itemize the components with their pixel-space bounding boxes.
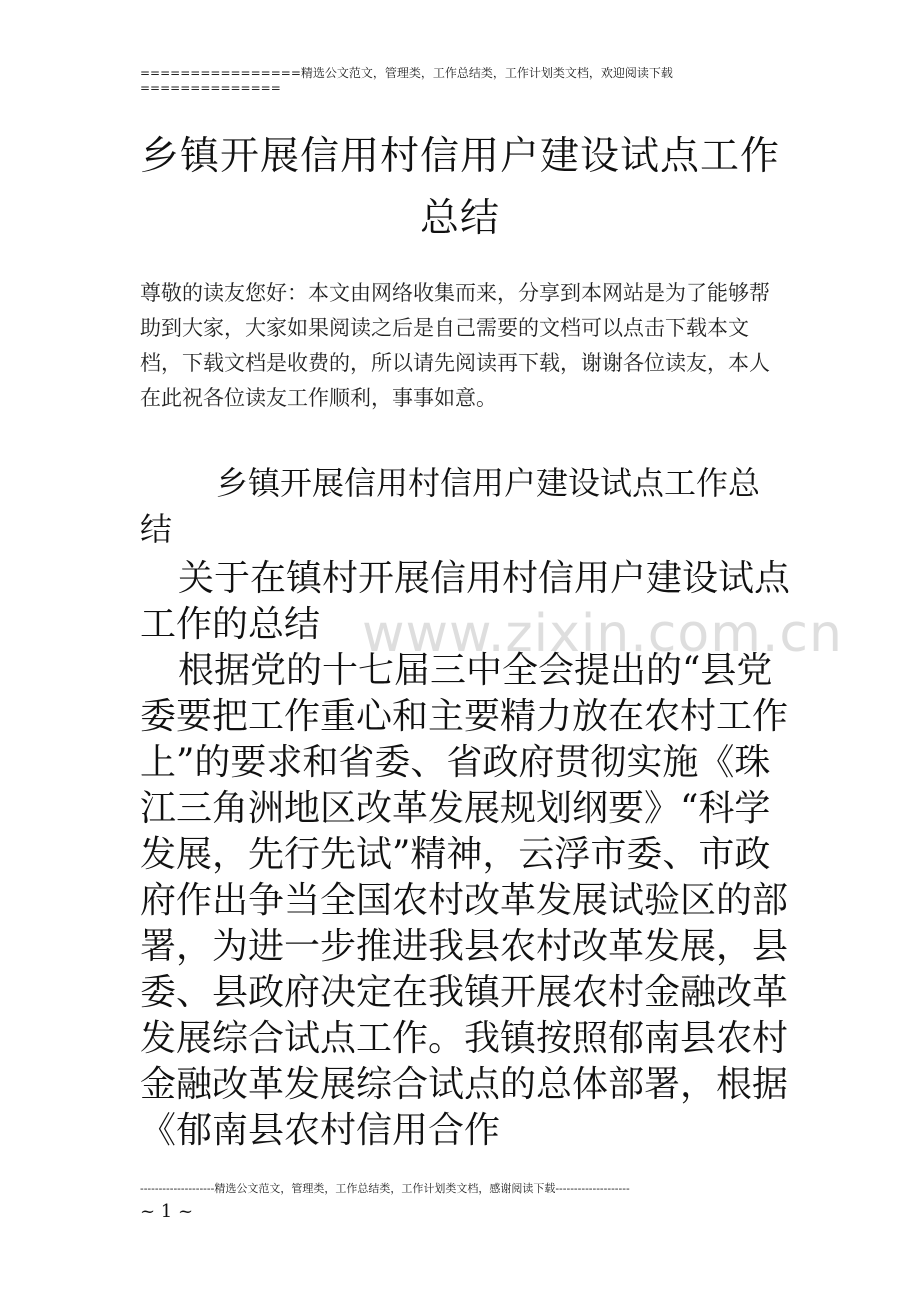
header-banner-continuation: ==============	[140, 81, 281, 95]
reader-notice: 尊敬的读友您好：本文由网络收集而来，分享到本网站是为了能够帮助到大家，大家如果阅读之后是自己需要的文档可以点击下载本文档，下载文档是收费的，所以请先阅读再下载，谢谢各位读友，本人在此祝各位读友工作顺利，事事如意。	[140, 281, 770, 410]
document-title: 乡镇开展信用村信用户建设试点工作总结	[140, 134, 781, 241]
page-number: ~ 1 ~	[140, 1201, 194, 1222]
body-paragraph: 根据党的十七届三中全会提出的“县党委要把工作重心和主要精力放在农村工作上”的要求和省委、省政府贯彻实施《珠江三角洲地区改革发展规划纲要》“科学发展，先行先试”精神，云浮市委、市政府作出争当全国农村改革发展试验区的部署，为进一步推进我县农村改革发展，县委、县政府决定在我镇开展农村金融改革发展综合试点工作。我镇按照郁南县农村金融改革发展综合试点的总体部署，根据《郁南县农村信用合作	[140, 650, 789, 1151]
body-subtitle: 关于在镇村开展信用村信用户建设试点工作的总结	[140, 558, 791, 645]
body-text	[140, 556, 790, 1154]
header-banner: ================精选公文范文，管理类，工作总结类，工作计划类文档，欢迎阅读下载	[140, 66, 673, 80]
site-watermark: www.zixin.com.cn	[362, 604, 843, 664]
footer-banner: --------------------精选公文范文，管理类，工作总结类，工作计划类文档，感谢阅读下载--------------------	[140, 1182, 630, 1195]
body-title: 乡镇开展信用村信用户建设试点工作总结	[140, 464, 761, 548]
